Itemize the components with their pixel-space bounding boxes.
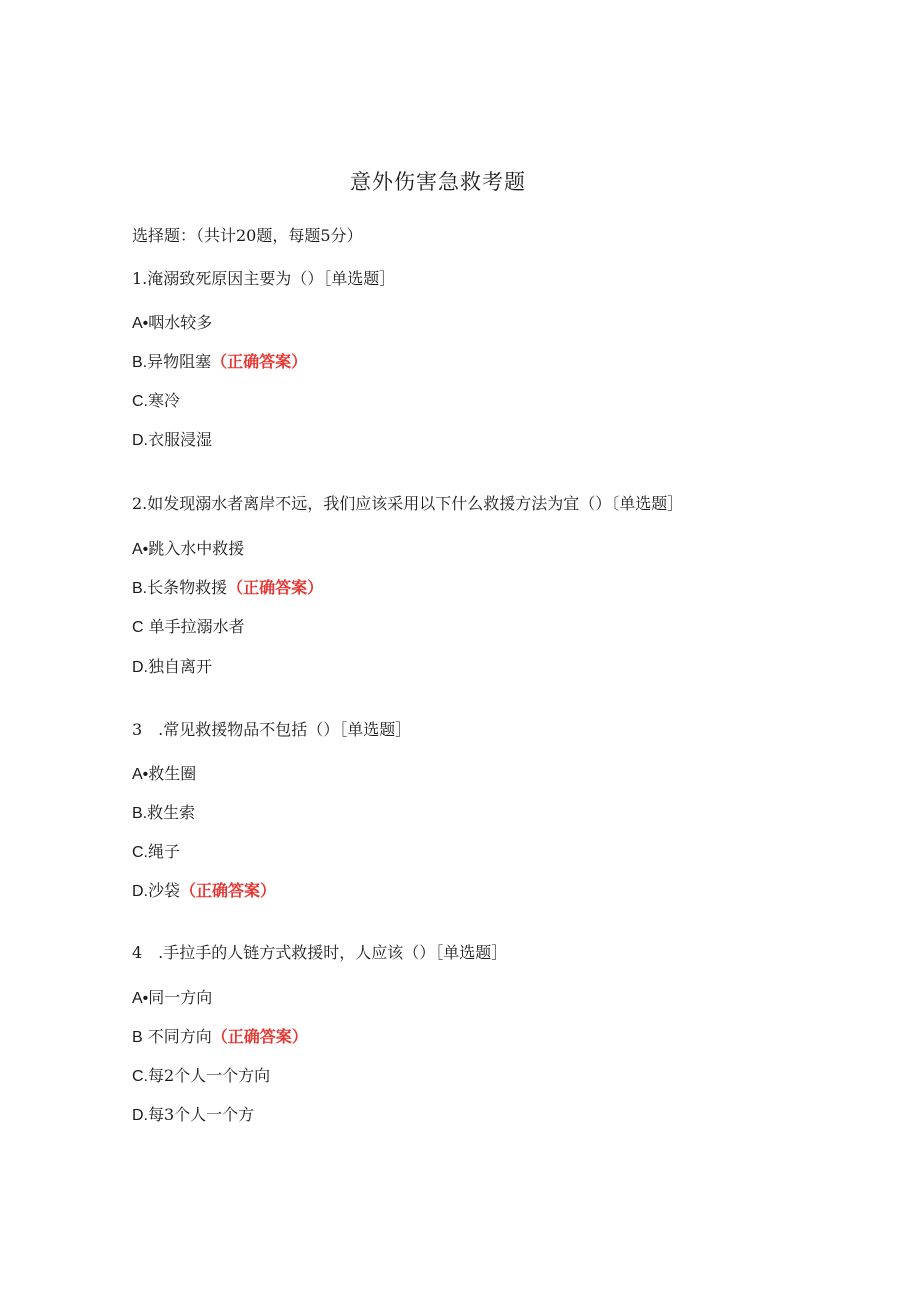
option-text: 咽水较多 xyxy=(148,313,213,332)
answer-option xyxy=(132,577,323,600)
option-text: 同一方向 xyxy=(148,988,213,1007)
option-letter: C. xyxy=(132,1068,148,1085)
question-stem: 3 .常见救援物品不包括（）［单选题］ xyxy=(132,720,412,739)
answer-option xyxy=(132,802,195,825)
option-letter: C xyxy=(132,619,144,636)
answer-option xyxy=(132,616,245,639)
option-text: 单手拉溺水者 xyxy=(148,617,245,636)
correct-answer-marker: （正确答案） xyxy=(227,578,324,597)
answer-option xyxy=(132,1065,270,1088)
answer-option xyxy=(132,390,180,413)
answer-option xyxy=(132,987,212,1010)
correct-answer-marker: （正确答案） xyxy=(180,881,277,900)
option-letter: C. xyxy=(132,393,148,410)
option-letter: A• xyxy=(132,315,149,332)
answer-option xyxy=(132,538,244,561)
option-text: 救生圈 xyxy=(148,764,197,783)
option-letter: C. xyxy=(132,844,148,861)
answer-option xyxy=(132,880,276,903)
question-stem: 2.如发现溺水者离岸不远，我们应该采用以下什么救援方法为宜（）〔单选题］ xyxy=(132,494,684,513)
option-letter: D. xyxy=(132,1107,148,1124)
option-text: 跳入水中救援 xyxy=(148,539,245,558)
option-text: 不同方向 xyxy=(147,1027,212,1046)
option-text: 长条物救援 xyxy=(147,578,228,597)
answer-option xyxy=(132,312,212,335)
answer-option xyxy=(132,841,180,864)
option-letter: A• xyxy=(132,766,149,783)
section-intro: 选择题：（共计20题，每题5分） xyxy=(132,226,363,245)
option-letter: D. xyxy=(132,432,148,449)
correct-answer-marker: （正确答案） xyxy=(211,1027,308,1046)
option-letter: A• xyxy=(132,541,149,558)
option-letter: B. xyxy=(132,805,148,822)
option-letter: D. xyxy=(132,883,148,900)
option-letter: D. xyxy=(132,659,148,676)
option-letter: B. xyxy=(132,580,148,597)
option-letter: A• xyxy=(132,990,149,1007)
option-text: 独自离开 xyxy=(148,657,213,676)
option-text: 每3个人一个方 xyxy=(148,1105,255,1124)
option-text: 异物阻塞 xyxy=(147,352,212,371)
option-letter: B. xyxy=(132,354,148,371)
option-text: 沙袋 xyxy=(148,881,181,900)
answer-option xyxy=(132,1104,254,1127)
option-text: 每2个人一个方向 xyxy=(148,1066,271,1085)
question-stem: 1.淹溺致死原因主要为（）［单选题］ xyxy=(132,269,396,288)
option-text: 寒冷 xyxy=(148,391,181,410)
question-stem: 4 .手拉手的人链方式救援时，人应该（）［单选题］ xyxy=(132,943,508,962)
option-text: 绳子 xyxy=(148,842,181,861)
option-text: 救生索 xyxy=(147,803,196,822)
answer-option xyxy=(132,351,307,374)
option-letter: B xyxy=(132,1029,143,1046)
answer-option xyxy=(132,656,212,679)
answer-option xyxy=(132,763,196,786)
page-title: 意外伤害急救考题 xyxy=(350,170,526,194)
option-text: 衣服浸湿 xyxy=(148,430,213,449)
answer-option xyxy=(132,429,212,452)
correct-answer-marker: （正确答案） xyxy=(211,352,308,371)
answer-option xyxy=(132,1026,308,1049)
